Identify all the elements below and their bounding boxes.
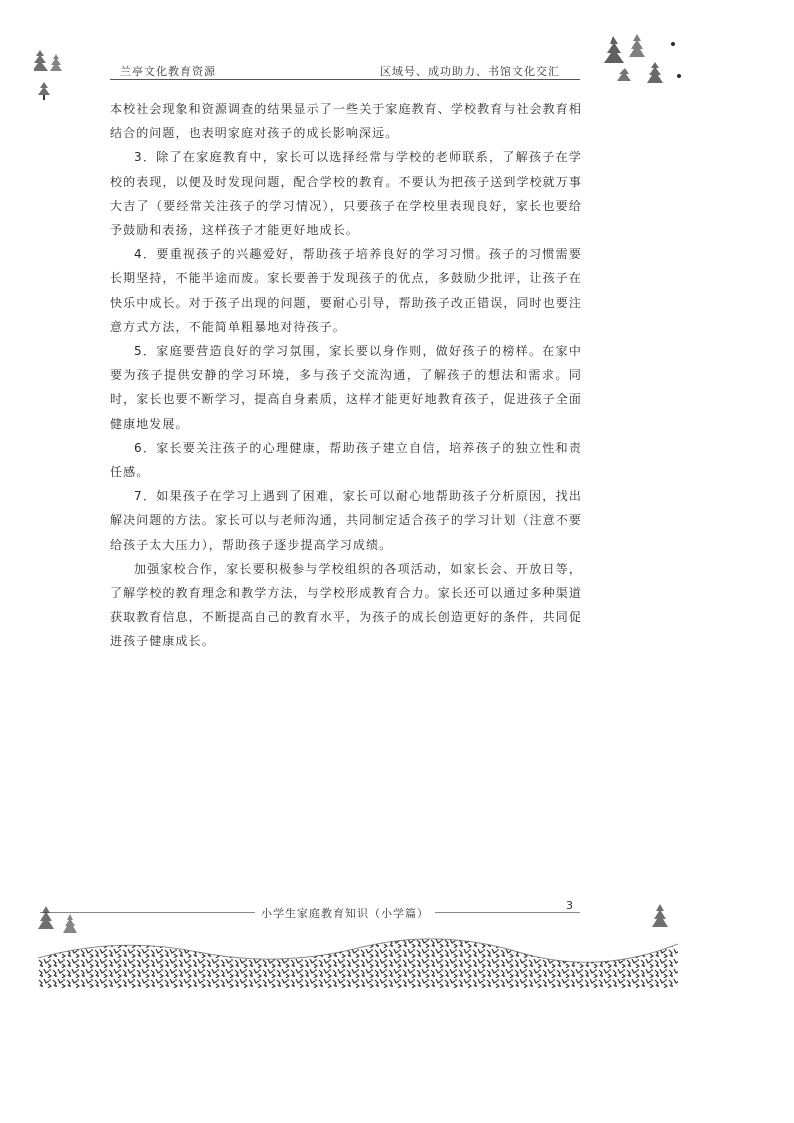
footer-title: 小学生家庭教育知识（小学篇） (255, 905, 435, 921)
paragraph-3: 3．除了在家庭教育中，家长可以选择经常与学校的老师联系，了解孩子在学校的表现，以便及时发现问题，配合学校的教育。不要认为把孩子送到学校就万事大吉了（要经常关注孩子的学习情况），只要孩子在学校里表现良好，家长也要给予鼓励和表扬，这样孩子才能更好地成长。 (110, 150, 582, 238)
paragraph-4: 4．要重视孩子的兴趣爱好，帮助孩子培养良好的学习习惯。孩子的习惯需要长期坚持，不能半途而废。家长要善于发现孩子的优点，多鼓励少批评，让孩子在快乐中成长。对于孩子出现的问题，要耐心引导，帮助孩子改正错误，同时也要注意方式方法，不能简单粗暴地对待孩子。 (110, 247, 582, 334)
paragraph-6: 6．家长要关注孩子的心理健康，帮助孩子建立自信，培养孩子的独立性和责任感。 (110, 440, 582, 480)
header-right-text: 区域号、成功助力、书馆文化交汇 (380, 65, 560, 78)
body-text (110, 97, 582, 654)
header-divider (110, 79, 580, 80)
tree-ornament-icon (34, 44, 74, 104)
paragraph-closing: 加强家校合作，家长要积极参与学校组织的各项活动，如家长会、开放日等，了解学校的教育理念和教学方法，与学校形成教育合力。家长还可以通过多种渠道获取教育信息，不断提高自己的教育水平，为孩子的成长创造更好的条件，共同促进孩子健康成长。 (110, 561, 582, 649)
header-left-text: 兰亭文化教育资源 (120, 65, 216, 78)
paragraph-5: 5．家庭要营造良好的学习氛围，家长要以身作则，做好孩子的榜样。在家中要为孩子提供安静的学习环境，多与孩子交流沟通，了解孩子的想法和需求。同时，家长也要不断学习，提高自身素质，这样才能更好地教育孩子，促进孩子全面健康地发展。 (110, 344, 582, 431)
bottom-border-pattern (38, 918, 678, 988)
paragraph-7: 7．如果孩子在学习上遇到了困难，家长可以耐心地帮助孩子分析原因，找出解决问题的方法。家长可以与老师沟通，共同制定适合孩子的学习计划（注意不要给孩子太大压力），帮助孩子逐步提高学习成绩。 (110, 489, 582, 552)
tree-cluster-icon (595, 32, 685, 90)
paragraph-intro: 本校社会现象和资源调查的结果显示了一些关于家庭教育、学校教育与社会教育相结合的问题，也表明家庭对孩子的成长影响深远。 (110, 102, 582, 141)
page-number: 3 (566, 899, 573, 912)
